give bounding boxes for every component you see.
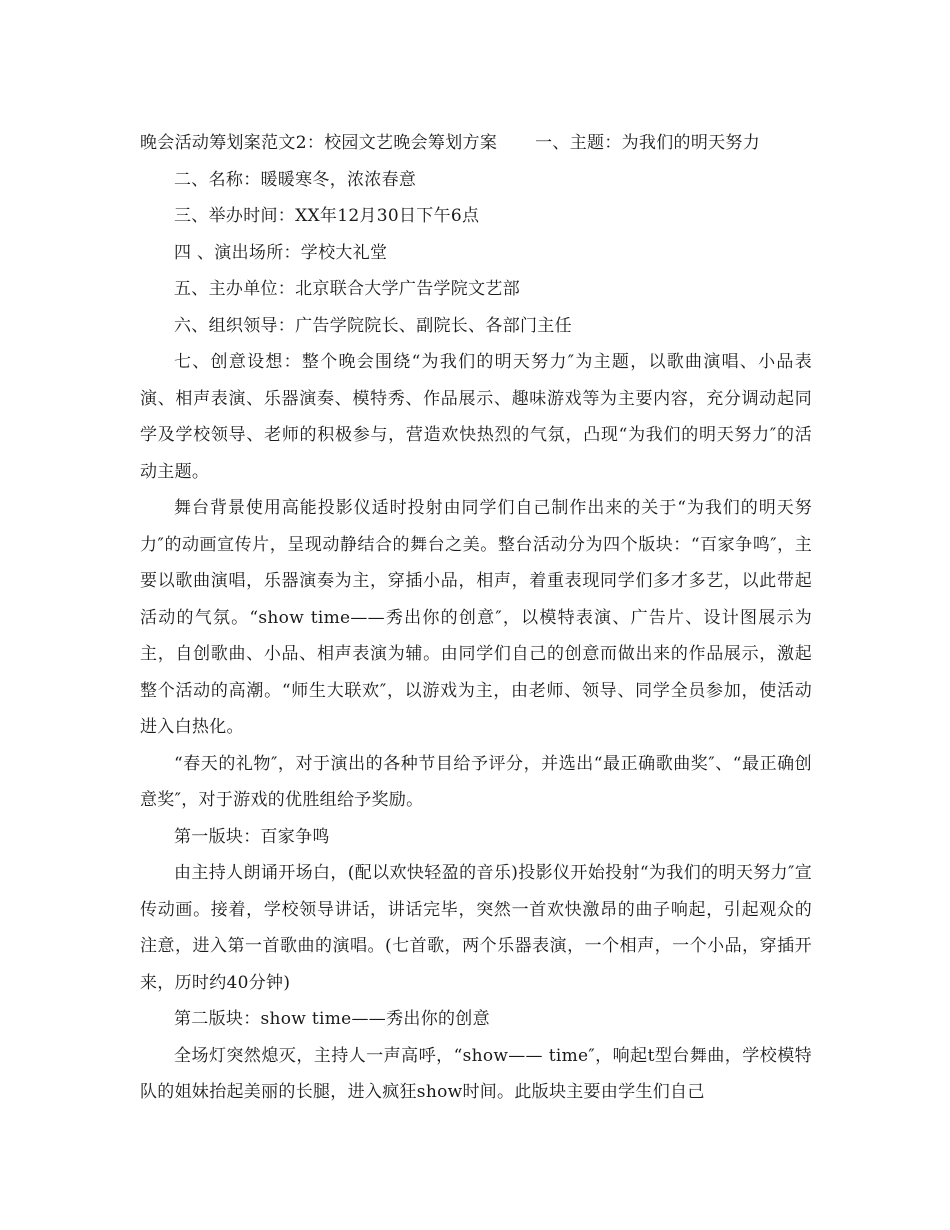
document-title: 晚会活动筹划案范文2：校园文艺晚会筹划方案 <box>140 133 498 153</box>
section-venue: 四 、演出场所：学校大礼堂 <box>174 242 388 263</box>
title-line <box>140 125 812 162</box>
section-time: 三、举办时间：XX年12月30日下午6点 <box>174 206 480 226</box>
section-leadership: 六、组织领导：广告学院院长、副院长、各部门主任 <box>174 315 572 336</box>
heading-part-two: 第二版块：show time——秀出你的创意 <box>174 1009 490 1029</box>
heading-part-one: 第一版块：百家争鸣 <box>174 826 330 847</box>
paragraph-spring-gift: “春天的礼物″，对于演出的各种节目给予评分，并选出“最正确歌曲奖″、“最正确创意奖″，对于游戏的优胜组给予奖励。 <box>140 753 812 810</box>
section-name: 二、名称：暖暖寒冬，浓浓春意 <box>174 169 417 190</box>
section-organizer: 五、主办单位：北京联合大学广告学院文艺部 <box>174 279 520 299</box>
section-concept: 七、创意设想：整个晚会围绕“为我们的明天努力″为主题，以歌曲演唱、小品表演、相声表演、乐器演奏、模特秀、作品展示、趣味游戏等为主要内容，充分调动起同学及学校领导、老师的积极参与，营造欢快热烈的气氛，凸现“为我们的明天努力″的活动主题。 <box>140 352 812 482</box>
document-body <box>140 125 812 1111</box>
paragraph-part-one: 由主持人朗诵开场白，(配以欢快轻盈的音乐)投影仪开始投射“为我们的明天努力″宣传动画。接着，学校领导讲话，讲话完毕，突然一首欢快激昂的曲子响起，引起观众的注意，进入第一首歌曲的演唱。(七首歌，两个乐器表演，一个相声，一个小品，穿插开来，历时约40分钟) <box>140 863 812 993</box>
paragraph-part-two: 全场灯突然熄灭，主持人一声高呼，“show—— time″，响起t型台舞曲，学校模特队的姐妹抬起美丽的长腿，进入疯狂show时间。此版块主要由学生们自己 <box>140 1045 812 1102</box>
paragraph-stage-background: 舞台背景使用高能投影仪适时投射由同学们自己制作出来的关于“为我们的明天努力″的动画宣传片，呈现动静结合的舞台之美。整台活动分为四个版块：“百家争鸣″，主要以歌曲演唱，乐器演奏为主，穿插小品，相声，着重表现同学们多才多艺，以此带起活动的气氛。“show time——秀出你的创意″，以模特表演、广告片、设计图展示为主，自创歌曲、小品、相声表演为辅。由同学们自己的创意而做出来的作品展示，激起整个活动的高潮。“师生大联欢″，以游戏为主，由老师、领导、同学全员参加，使活动进入白热化。 <box>140 498 812 737</box>
section-theme: 一、主题：为我们的明天努力 <box>535 133 761 153</box>
